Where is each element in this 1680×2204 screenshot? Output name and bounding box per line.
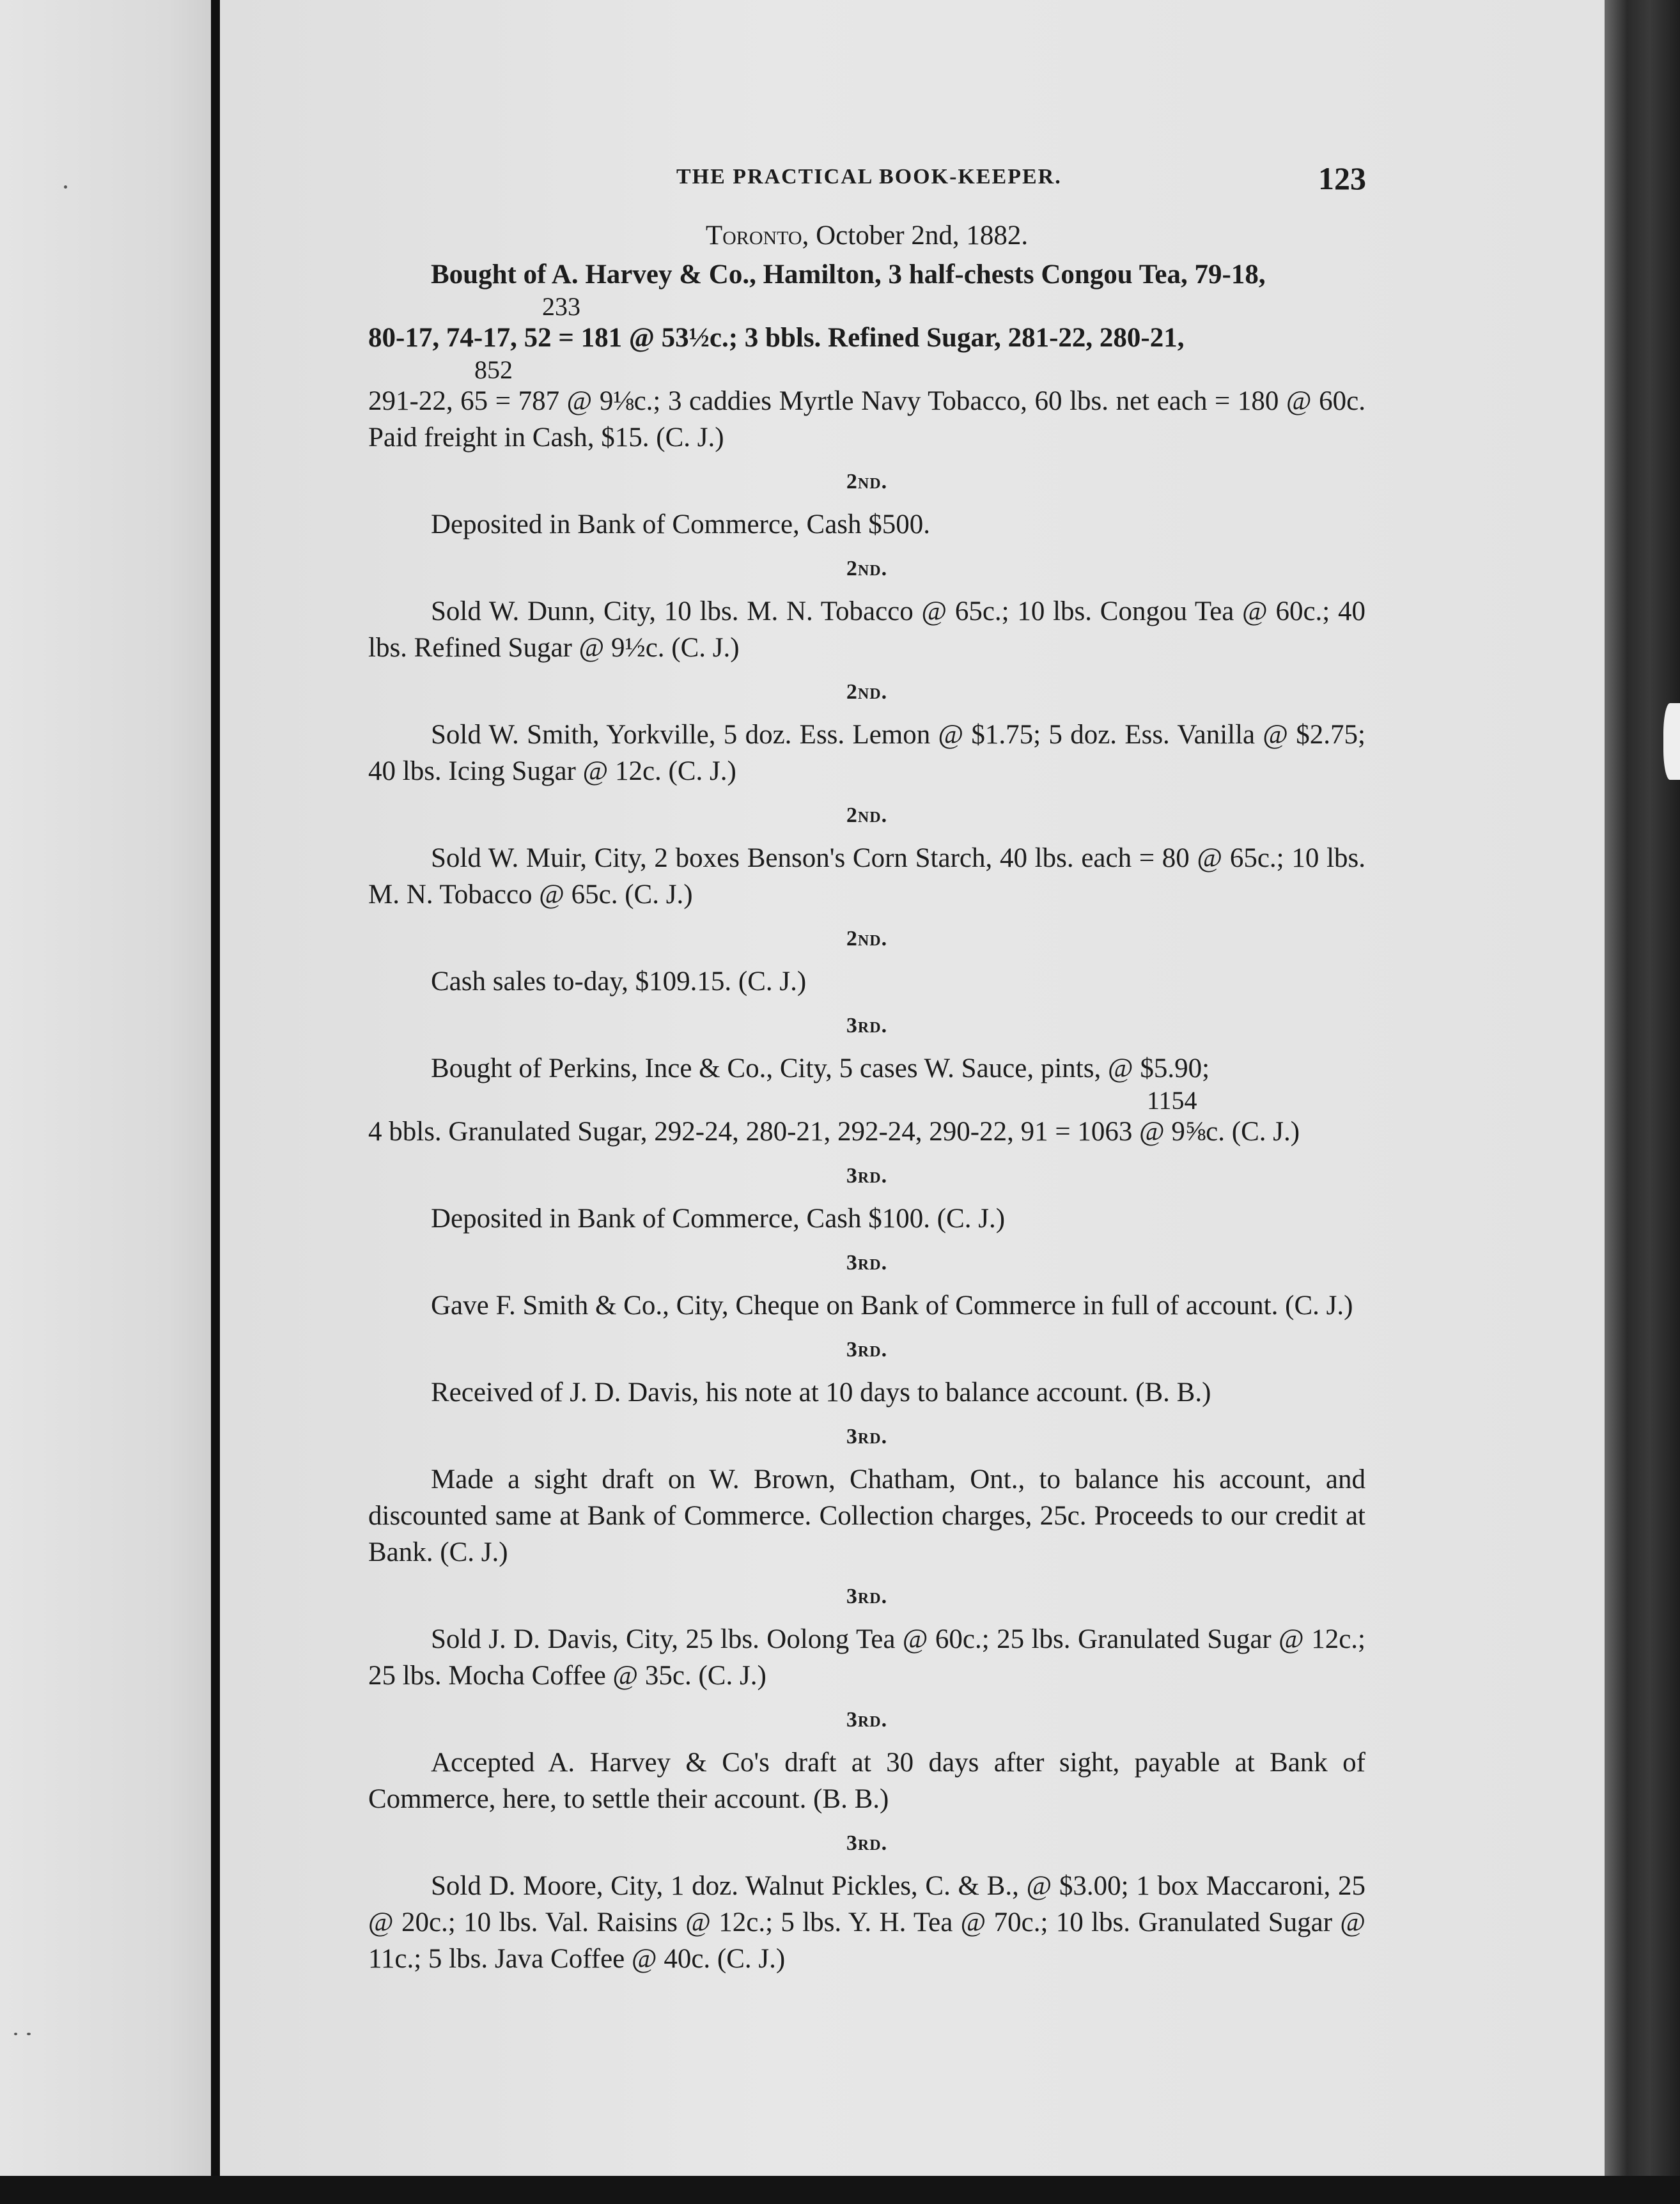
entry-date-heading: 3rd. (846, 1585, 888, 1608)
entry-text: Sold J. D. Davis, City, 25 lbs. Oolong Tea @ 60c.; 25 lbs. Granulated Sugar @ 12c.; 25 lbs. Mocha Coffee @ 35c. (C. J.) (368, 1624, 1365, 1691)
scan-speck (14, 2033, 17, 2035)
date-text: October 2nd, 1882. (816, 221, 1029, 251)
journal-entry (368, 1245, 1365, 1324)
left-page-margin (0, 0, 211, 2204)
scan-speck (27, 2033, 31, 2035)
journal-text (368, 217, 1365, 1977)
entry-date-heading: 3rd. (846, 1251, 888, 1275)
entry-date-heading: 3rd. (846, 1708, 888, 1732)
scan-speck (64, 185, 67, 189)
entry-date-heading: 3rd. (846, 1831, 888, 1855)
date-city: Toronto, (705, 221, 809, 251)
entry-text: Deposited in Bank of Commerce, Cash $500. (431, 509, 931, 539)
entry-date-heading: 3rd. (846, 1164, 888, 1188)
entry-superscript: 233 (542, 292, 580, 321)
journal-entry (368, 1418, 1365, 1571)
date-line (368, 217, 1365, 254)
entry-text (368, 256, 1365, 293)
entry-date-heading: 2nd. (846, 557, 888, 580)
page-bottom-shadow (0, 2176, 1680, 2204)
entry-text: Received of J. D. Davis, his note at 10 days to balance account. (B. B.) (431, 1378, 1211, 1408)
journal-entry (368, 1702, 1365, 1817)
entry-text (368, 383, 1365, 456)
journal-entry (368, 1331, 1365, 1411)
journal-entry (368, 463, 1365, 543)
page-number: 123 (1318, 160, 1366, 196)
entry-text: Bought of Perkins, Ince & Co., City, 5 cases W. Sauce, pints, @ $5.90; (431, 1053, 1210, 1083)
entry-text: Sold W. Dunn, City, 10 lbs. M. N. Tobacco @ 65c.; 10 lbs. Congou Tea @ 60c.; 40 lbs. Refined Sugar @ 9½c. (C. J.) (368, 596, 1365, 663)
journal-entry (368, 920, 1365, 1000)
entry-text: Accepted A. Harvey & Co's draft at 30 days after sight, payable at Bank of Commerce, here, to settle their account. (B. B.) (368, 1748, 1365, 1814)
entry-line: 291-22, 65 = 787 @ 9⅛c.; 3 caddies Myrtle Navy Tobacco, 60 lbs. net each = 180 @ 60c. Paid freight in Cash, $15. (C. J.) (368, 386, 1365, 453)
entry-line: Bought of A. Harvey & Co., Hamilton, 3 half-chests Congou Tea, 79-18, (431, 260, 1266, 290)
journal-entry (368, 1158, 1365, 1237)
entry-date-heading: 3rd. (846, 1014, 888, 1037)
entry-superscript: 1154 (1147, 1086, 1197, 1115)
journal-entry (368, 1825, 1365, 1977)
entry-date-heading: 2nd. (846, 927, 888, 951)
entry-text: Deposited in Bank of Commerce, Cash $100. (C. J.) (431, 1204, 1006, 1234)
entry-text: Cash sales to-day, $109.15. (C. J.) (431, 966, 807, 997)
journal-entry (368, 256, 1365, 456)
entry-text: 4 bbls. Granulated Sugar, 292-24, 280-21, 292-24, 290-22, 91 = 1063 @ 9⅝c. (C. J.) (368, 1117, 1300, 1147)
entry-text: Sold W. Smith, Yorkville, 5 doz. Ess. Lemon @ $1.75; 5 doz. Ess. Vanilla @ $2.75; 40 lbs. Icing Sugar @ 12c. (C. J.) (368, 720, 1365, 786)
entry-date-heading: 2nd. (846, 470, 888, 493)
entry-date-heading: 2nd. (846, 803, 888, 827)
entry-text: Sold W. Muir, City, 2 boxes Benson's Corn Starch, 40 lbs. each = 80 @ 65c.; 10 lbs. M. N. Tobacco @ 65c. (C. J.) (368, 843, 1365, 910)
entry-text: Sold D. Moore, City, 1 doz. Walnut Pickles, C. & B., @ $3.00; 1 box Maccaroni, 25 @ 20c.; 10 lbs. Val. Raisins @ 12c.; 5 lbs. Y. H. Tea @ 70c.; 10 lbs. Granulated Sugar @ 11c.; 5 lbs. Java Coffee @ 40c. (C. J.) (368, 1871, 1365, 1974)
entry-text (368, 320, 1365, 356)
entry-line: 80-17, 74-17, 52 = 181 @ 53½c.; 3 bbls. Refined Sugar, 281-22, 280-21, (368, 323, 1185, 353)
running-head: THE PRACTICAL BOOK-KEEPER. (676, 165, 1062, 189)
journal-entry (368, 797, 1365, 913)
journal-entry (368, 674, 1365, 789)
journal-entry (368, 550, 1365, 666)
journal-entry (368, 1578, 1365, 1694)
entry-date-heading: 3rd. (846, 1425, 888, 1448)
entry-text: Made a sight draft on W. Brown, Chatham, Ont., to balance his account, and discounted same at Bank of Commerce. Collection charges, 25c. Proceeds to our credit at Bank. (C. J.) (368, 1464, 1365, 1567)
entry-superscript: 852 (474, 355, 513, 384)
page-edge-shadow (1605, 0, 1680, 2204)
book-gutter (211, 0, 220, 2204)
entry-text: Gave F. Smith & Co., City, Cheque on Bank of Commerce in full of account. (C. J.) (431, 1291, 1353, 1321)
entry-date-heading: 3rd. (846, 1338, 888, 1362)
entry-date-heading: 2nd. (846, 680, 888, 704)
journal-entry (368, 1007, 1365, 1150)
